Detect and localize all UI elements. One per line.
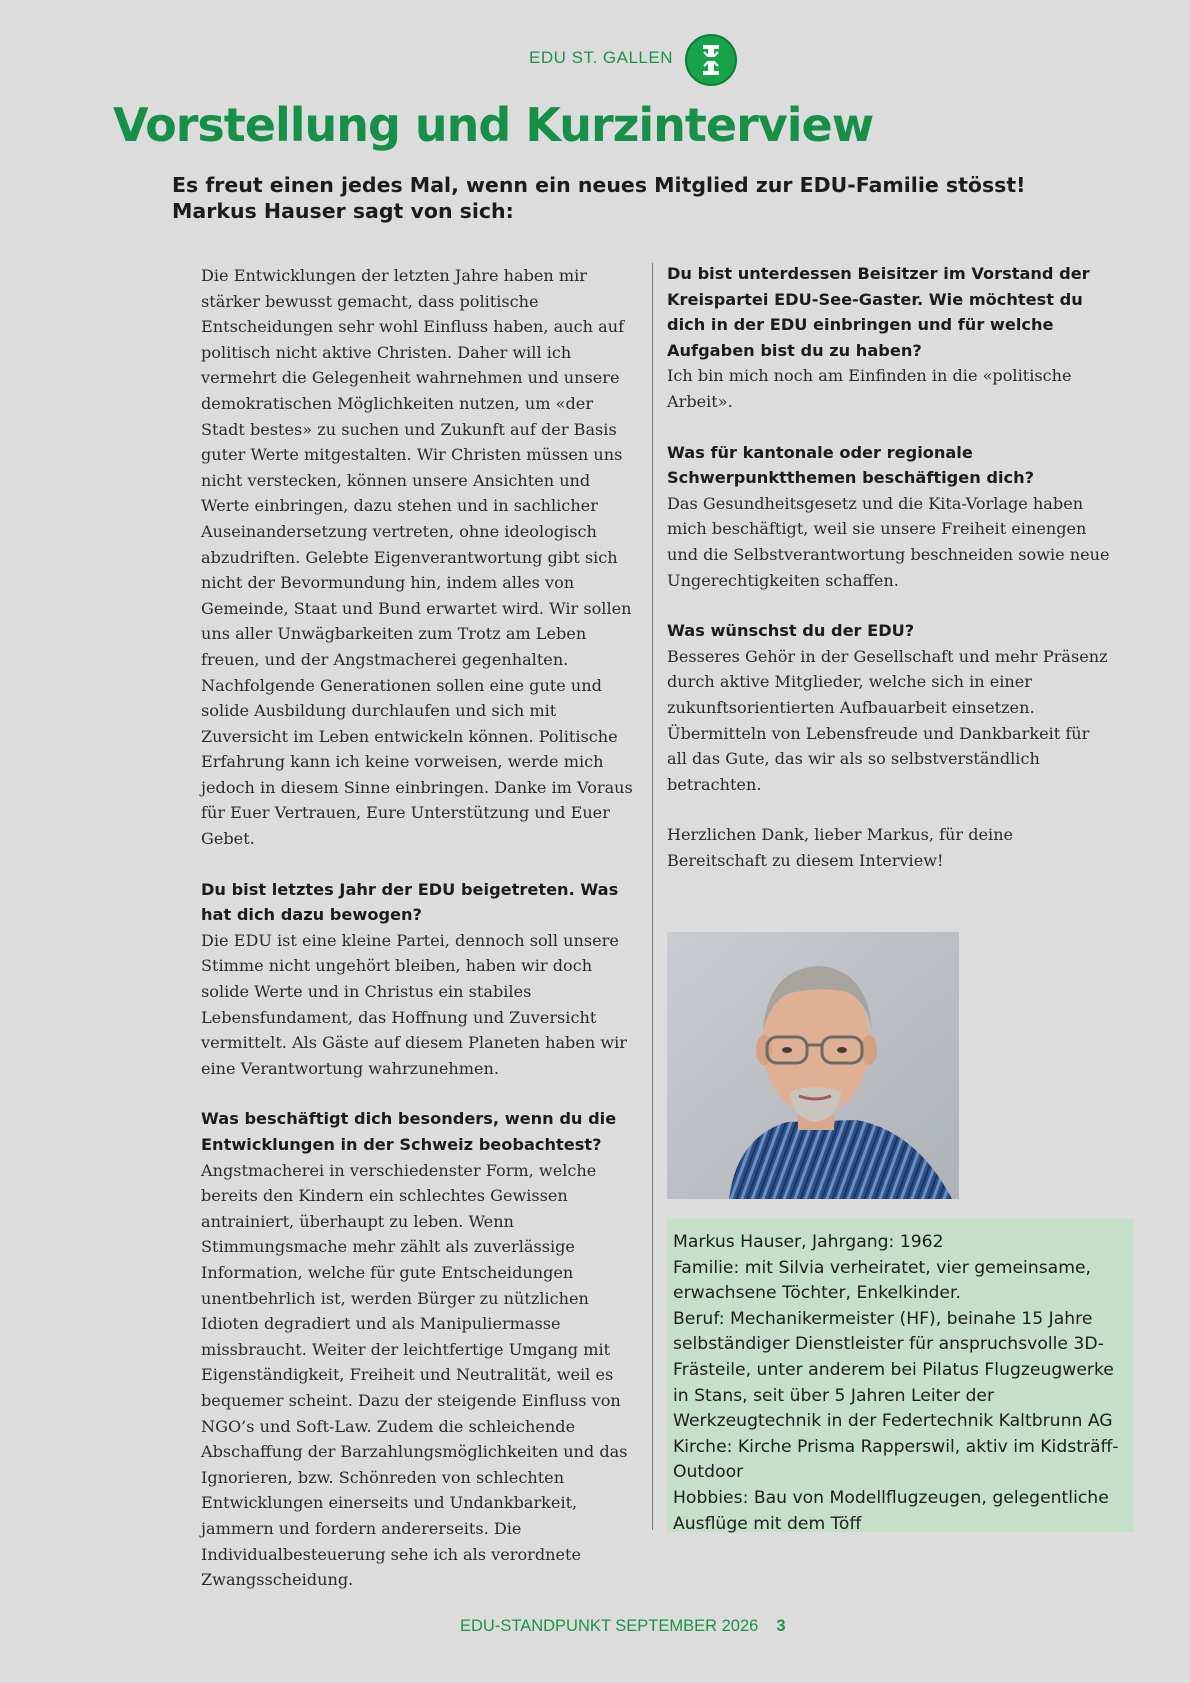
- column-divider: [652, 263, 653, 1530]
- intro-paragraph: Die Entwicklungen der letzten Jahre haben mir stärker bewusst gemacht, dass politische Entscheidungen sehr wohl Einfluss haben, auch auf politisch nicht aktive Christen. Daher will ich vermehrt die Gelegenheit wahrnehmen und unsere demokratischen Möglichkeiten nutzen, um «der Stadt bestes» zu suchen und Zukunft auf der Basis guter Werte mitgestalten. Wir Christen müssen uns nicht verstecken, können unsere Ansichten und Werte einbringen, dazu stehen und in sachlicher Auseinandersetzung vertreten, ohne ideologisch abzudriften. Gelebte Eigenverantwortung gibt sich nicht der Bevormundung hin, indem alles von Gemeinde, Staat und Bund erwartet wird. Wir sollen uns aller Unwägbarkeiten zum Trotz am Leben freuen, und der Angstmacherei gegenhalten. Nachfolgende Generationen sollen eine gute und solide Ausbildung durchlaufen und sich mit Zuversicht im Leben entwickeln können. Politische Erfahrung kann ich keine vorweisen, werde mich jedoch in diesem Sinne einbringen. Danke im Voraus für Euer Vertrauen, Eure Unterstützung und Euer Gebet.: [201, 266, 633, 849]
- profile-box: [667, 1219, 1134, 1532]
- question-wishes: Was wünschst du der EDU?: [667, 621, 915, 641]
- page-title: Vorstellung und Kurzinterview: [113, 98, 874, 152]
- answer-role: Ich bin mich noch am Einfinden in die «politische Arbeit».: [667, 366, 1072, 411]
- profile-birth-year: Markus Hauser, Jahrgang: 1962: [673, 1232, 944, 1252]
- portrait-photo: [667, 932, 959, 1199]
- profile-church: Kirche: Kirche Prisma Rapperswil, aktiv im Kidsträff-Outdoor: [673, 1436, 1119, 1483]
- page-number: 3: [776, 1617, 786, 1635]
- st-gallen-coat-of-arms-icon: [685, 34, 737, 86]
- lead-line-2: Markus Hauser sagt von sich:: [172, 199, 514, 223]
- page-footer: [460, 1617, 786, 1636]
- page-header: [0, 38, 1190, 98]
- question-role: Du bist unterdessen Beisitzer im Vorstand der Kreispartei EDU-See-Gaster. Wie möchtest du dich in der EDU einbringen und für welche Aufgaben bist du zu haben?: [667, 264, 1090, 360]
- footer-publication: EDU-STANDPUNKT SEPTEMBER 2026: [460, 1617, 759, 1635]
- answer-joined: Die EDU ist eine kleine Partei, dennoch soll unsere Stimme nicht ungehört bleiben, haben wir doch solide Werte und in Christus ein stabiles Lebensfundament, das Hoffnung und Zuversicht vermittelt. Als Gäste auf diesem Planeten haben wir eine Verantwortung wahrzunehmen.: [201, 930, 627, 1078]
- interview-column-right: [667, 261, 1112, 873]
- header-org: EDU ST. GALLEN: [529, 48, 673, 67]
- lead-text: [172, 172, 1072, 224]
- lead-line-1: Es freut einen jedes Mal, wenn ein neues Mitglied zur EDU-Familie stösst!: [172, 173, 1026, 197]
- question-regional-topics: Was für kantonale oder regionale Schwerpunktthemen beschäftigen dich?: [667, 442, 1035, 488]
- thanks-paragraph: Herzlichen Dank, lieber Markus, für deine Bereitschaft zu diesem Interview!: [667, 825, 1014, 870]
- question-joined: Du bist letztes Jahr der EDU beigetreten. Was hat dich dazu bewogen?: [201, 879, 619, 925]
- profile-family: Familie: mit Silvia verheiratet, vier gemeinsame, erwachsene Töchter, Enkelkinder.: [673, 1257, 1091, 1304]
- profile-hobbies: Hobbies: Bau von Modellflugzeugen, gelegentliche Ausflüge mit dem Töff: [673, 1487, 1109, 1534]
- answer-wishes: Besseres Gehör in der Gesellschaft und mehr Präsenz durch aktive Mitglieder, welche sich in einer zukunftsorientierten Aufbauarbeit einsetzen. Übermitteln von Lebensfreude und Dankbarkeit für all das Gute, das wir als so selbstverständlich betrachten.: [667, 646, 1108, 794]
- interview-column-left: [201, 263, 637, 1593]
- answer-regional-topics: Das Gesundheitsgesetz und die Kita-Vorlage haben mich beschäftigt, weil sie unsere Freiheit einengen und die Selbstverantwortung beschneiden sowie neue Ungerechtigkeiten schaffen.: [667, 493, 1110, 590]
- question-concerns: Was beschäftigt dich besonders, wenn du die Entwicklungen in der Schweiz beobachtest?: [201, 1109, 617, 1154]
- profile-profession: Beruf: Mechanikermeister (HF), beinahe 15 Jahre selbständiger Dienstleister für anspruchsvolle 3D-Frästeile, unter anderem bei Pilatus Flugzeugwerke in Stans, seit über 5 Jahren Leiter der Werkzeugtechnik in der Federtechnik Kaltbrunn AG: [673, 1308, 1114, 1432]
- answer-concerns: Angstmacherei in verschiedenster Form, welche bereits den Kindern ein schlechtes Gewissen antrainiert, überhaupt zu leben. Wenn Stimmungsmache mehr zählt als zuverlässige Information, welche für gute Entscheidungen unentbehrlich ist, werden Bürger zu nützlichen Idioten degradiert und als Manipuliermasse missbraucht. Weiter der leichtfertige Umgang mit Eigenständigkeit, Freiheit und Neutralität, weil es bequemer scheint. Dazu der steigende Einfluss von NGO’s und Soft-Law. Zudem die schleichende Abschaffung der Barzahlungsmöglichkeiten und das Ignorieren, bzw. Schönreden von schlechten Entwicklungen einerseits und Undankbarkeit, jammern und fordern andererseits. Die Individualbesteuerung sehe ich als verordnete Zwangsscheidung.: [201, 1160, 628, 1590]
